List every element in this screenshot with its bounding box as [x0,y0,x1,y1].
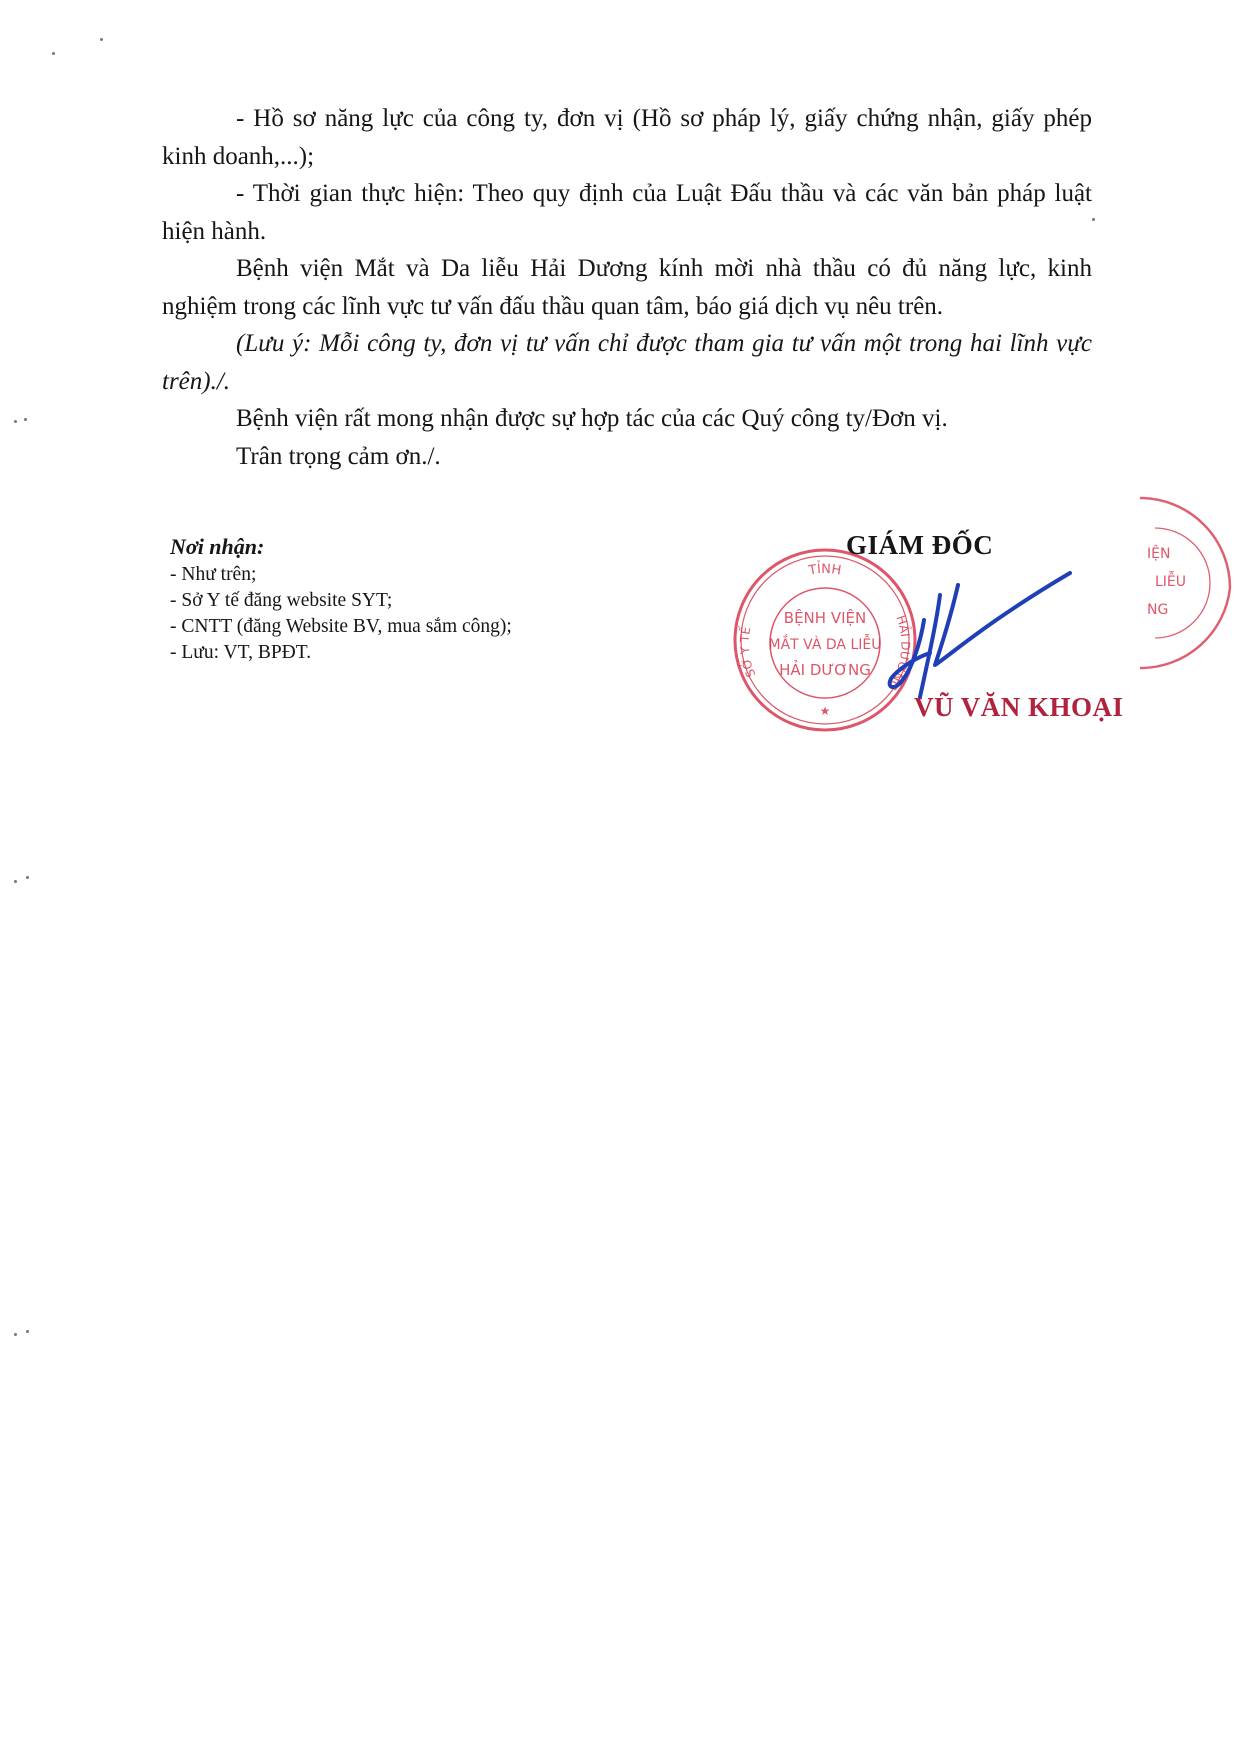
signer-title: GIÁM ĐỐC [846,530,994,560]
partial-seal-stamp [1125,488,1235,678]
recipient-item: - CNTT (đăng Website BV, mua sắm công); [170,616,512,637]
recipient-item: - Sở Y tế đăng website SYT; [170,590,393,611]
paragraph-thanks: Trân trọng cảm ơn./. [236,442,441,470]
seal-left-text: SỞ Y TẾ [737,625,759,680]
scan-speck [52,52,55,55]
scan-speck [14,420,17,423]
seal-right-text: HẢI DƯƠNG [884,613,913,694]
signer-name: VŨ VĂN KHOẠI [914,692,1124,722]
paragraph-invitation: Bệnh viện Mắt và Da liễu Hải Dương kính mời nhà thầu có đủ năng lực, kinh nghiệm trong các lĩnh vực tư vấn đấu thầu quan tâm, báo giá dịch vụ nêu trên. [162,255,1092,320]
partial-seal-line-3: NG [1147,602,1169,618]
paragraph-capability-profile: - Hồ sơ năng lực của công ty, đơn vị (Hồ sơ pháp lý, giấy chứng nhận, giấy phép kinh doanh,...); [162,105,1092,170]
scan-speck [26,1330,29,1333]
recipient-item: - Lưu: VT, BPĐT. [170,642,312,663]
scan-speck [26,876,29,879]
seal-line-2: MẮT VÀ DA LIỄU [768,637,882,653]
seal-line-3: HẢI DƯƠNG [779,661,871,679]
seal-star-icon: ★ [819,704,831,718]
paragraph-implementation-time: - Thời gian thực hiện: Theo quy định của Luật Đấu thầu và các văn bản pháp luật hiện hành. [162,180,1092,245]
paragraph-note: (Lưu ý: Mỗi công ty, đơn vị tư vấn chỉ được tham gia tư vấn một trong hai lĩnh vực trên)./. [162,330,1092,395]
recipient-item: - Như trên; [170,564,257,585]
partial-seal-line-1: IỆN [1147,546,1171,562]
letter-body [162,100,1092,475]
scan-speck [1092,218,1095,221]
scan-speck [100,38,103,41]
scan-speck [24,418,27,421]
recipients-title: Nơi nhận: [170,534,265,559]
recipients-block [170,532,512,666]
seal-top-text: TỈNH [807,561,843,579]
partial-seal-line-2: LIỄU [1155,574,1187,590]
scan-speck [14,880,17,883]
paragraph-cooperation: Bệnh viện rất mong nhận được sự hợp tác của các Quý công ty/Đơn vị. [236,405,948,432]
svg-text:TỈNH [807,560,843,579]
scan-speck [14,1333,17,1336]
seal-line-1: BỆNH VIỆN [783,609,867,627]
